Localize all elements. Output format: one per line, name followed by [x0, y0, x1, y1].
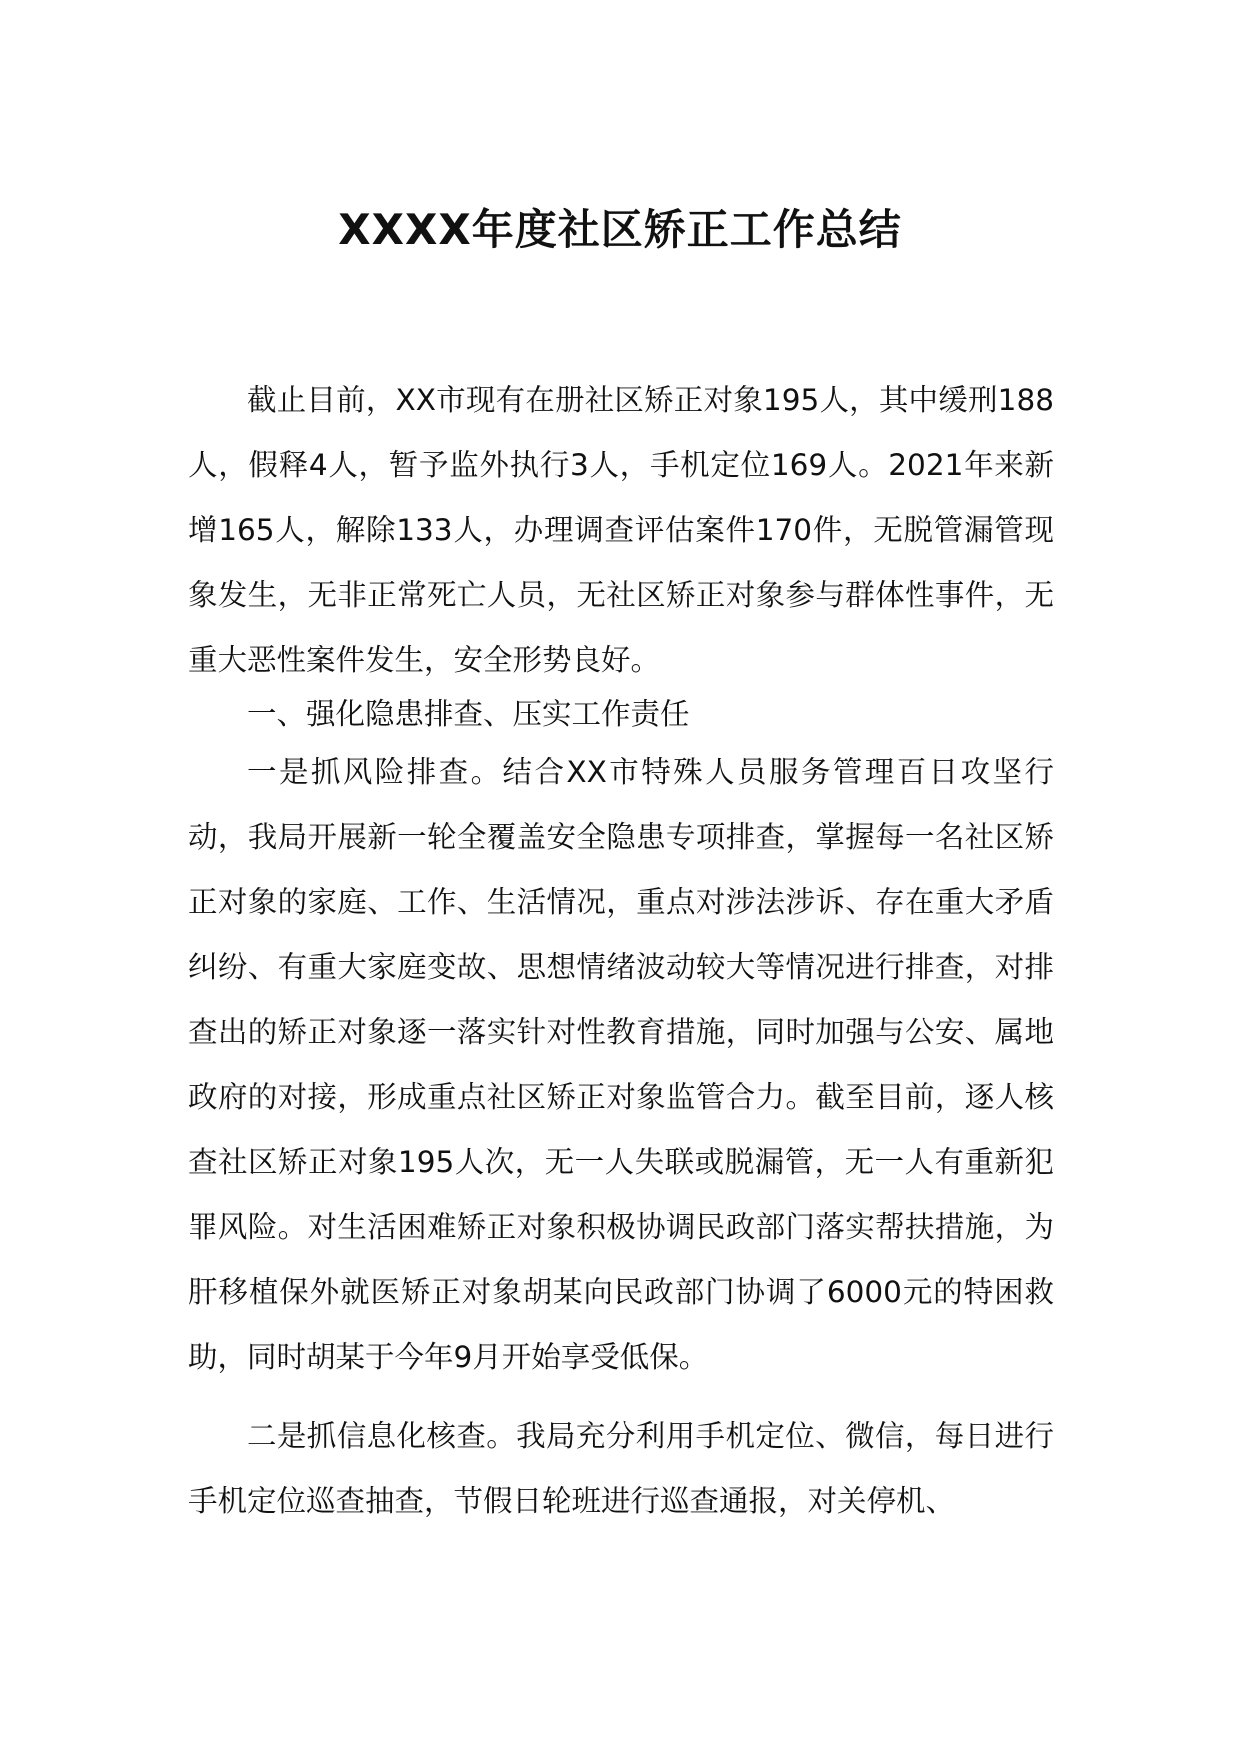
- document-body: [188, 368, 1054, 1534]
- document-title: XXXX年度社区矫正工作总结: [338, 205, 902, 254]
- section-heading: 一、强化隐患排查、压实工作责任: [247, 697, 690, 731]
- risk-check-paragraph: 一是抓风险排查。结合XX市特殊人员服务管理百日攻坚行动，我局开展新一轮全覆盖安全隐患专项排查，掌握每一名社区矫正对象的家庭、工作、生活情况，重点对涉法涉诉、存在重大矛盾纠纷、有重大家庭变故、思想情绪波动较大等情况进行排查，对排查出的矫正对象逐一落实针对性教育措施，同时加强与公安、属地政府的对接，形成重点社区矫正对象监管合力。截至目前，逐人核查社区矫正对象195人次，无一人失联或脱漏管，无一人有重新犯罪风险。对生活困难矫正对象积极协调民政部门落实帮扶措施，为肝移植保外就医矫正对象胡某向民政部门协调了6000元的特困救助，同时胡某于今年9月开始享受低保。: [188, 755, 1054, 1374]
- intro-paragraph: 截止目前，XX市现有在册社区矫正对象195人，其中缓刑188人，假释4人，暂予监外执行3人，手机定位169人。2021年来新增165人，解除133人，办理调查评估案件170件，无脱管漏管现象发生，无非正常死亡人员，无社区矫正对象参与群体性事件，无重大恶性案件发生，安全形势良好。: [188, 383, 1054, 677]
- info-check-paragraph: 二是抓信息化核查。我局充分利用手机定位、微信，每日进行手机定位巡查抽查，节假日轮班进行巡查通报，对关停机、: [188, 1419, 1054, 1518]
